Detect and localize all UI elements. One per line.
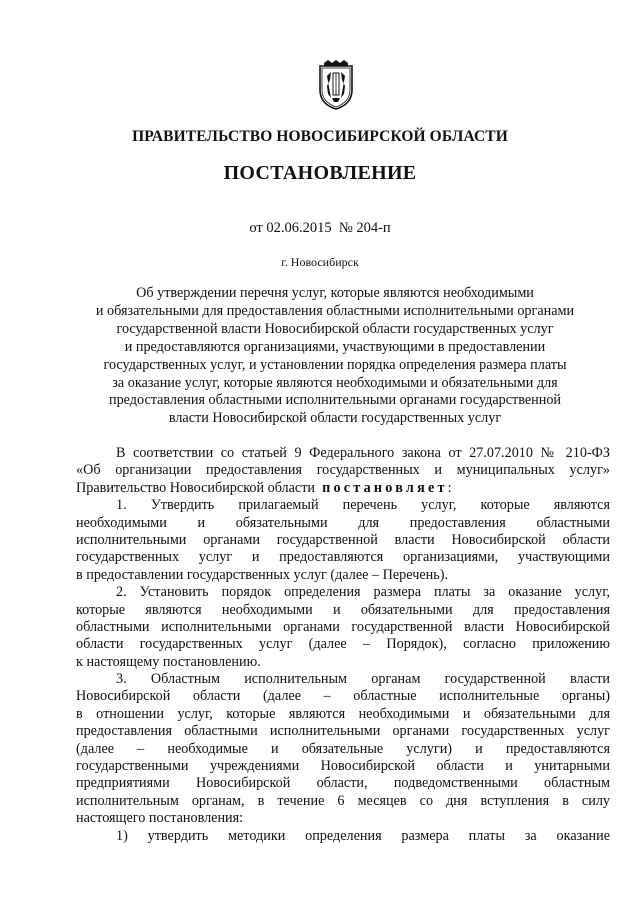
body-line: «Об организации предоставления государственных и муниципальных услуг»: [76, 462, 610, 479]
decree-colon: :: [447, 479, 452, 496]
body-line: 1. Утвердить прилагаемый перечень услуг, которые являются: [116, 497, 610, 514]
title-line: и предоставляются организациями, участвующими в предоставлении: [124, 338, 546, 355]
document-number: № 204-п: [338, 220, 391, 236]
body-line: в предоставлении государственных услуг (далее – Перечень).: [76, 566, 448, 583]
city: г. Новосибирск: [281, 255, 359, 269]
title-line: Об утверждении перечня услуг, которые являются необходимыми: [136, 285, 534, 301]
body-line: 3. Областным исполнительным органам государственной власти: [116, 671, 610, 688]
title-line: власти Новосибирской области государственных услуг: [168, 410, 502, 427]
body-line: 1) утвердить методики определения размера платы за оказание: [116, 827, 610, 844]
title-line: предоставления областными исполнительными органами государственной: [108, 392, 562, 409]
body-line: исполнительными органами государственной власти Новосибирской области: [76, 531, 610, 548]
body-line: областными исполнительными органами государственной власти Новосибирской: [76, 618, 610, 635]
date-number-line: [0, 220, 640, 237]
title-line: государственных услуг, и установлении порядка определения размера платы: [103, 356, 567, 373]
body-line: государственными учреждениями Новосибирской области и унитарными: [76, 758, 610, 775]
body-line: необходимыми и обязательными для предоставления областными: [76, 514, 610, 531]
title-line: за оказание услуг, которые являются необходимыми и обязательными для: [112, 374, 558, 391]
document-type: ПОСТАНОВЛЕНИЕ: [223, 162, 417, 184]
body-line: Новосибирской области (далее – областные исполнительные органы): [76, 688, 610, 705]
decree-word: постановляет: [322, 479, 448, 496]
title-line: государственной власти Новосибирской области государственных услуг: [116, 320, 554, 337]
body-line: предоставления областными исполнительными органами государственных услуг: [76, 723, 610, 740]
body-line: которые являются необходимыми и обязательными для предоставления: [76, 601, 610, 618]
body-line: (далее – необходимые и обязательные услуги) и предоставляются: [76, 740, 610, 757]
document-date: от 02.06.2015: [249, 220, 332, 236]
body-line: в отношении услуг, которые являются необходимыми и обязательными для: [76, 705, 610, 722]
government-name: Правительство Новосибирской области: [76, 479, 316, 496]
body-line-decree: [76, 480, 610, 497]
body-line: предприятиями Новосибирской области, подведомственными областным: [76, 775, 610, 792]
body-line: государственных услуг и предоставляются организациями, участвующими: [76, 549, 610, 566]
organization-name: ПРАВИТЕЛЬСТВО НОВОСИБИРСКОЙ ОБЛАСТИ: [132, 128, 508, 145]
body-line: исполнительным органам, в течение 6 месяцев со дня вступления в силу: [76, 792, 610, 809]
body-line: В соответствии со статьей 9 Федерального закона от 27.07.2010 № 210-ФЗ: [116, 445, 610, 461]
body-line: к настоящему постановлению.: [76, 653, 261, 670]
coat-of-arms-emblem: [316, 60, 356, 110]
document-body: [76, 445, 610, 845]
body-line: области государственных услуг (далее – Порядок), согласно приложению: [76, 636, 610, 653]
title-line: и обязательными для предоставления областными исполнительными органами: [95, 302, 575, 319]
document-title: [60, 285, 610, 428]
body-line: настоящего постановления:: [76, 810, 244, 827]
body-line: 2. Установить порядок определения размера платы за оказание услуг,: [116, 584, 610, 601]
